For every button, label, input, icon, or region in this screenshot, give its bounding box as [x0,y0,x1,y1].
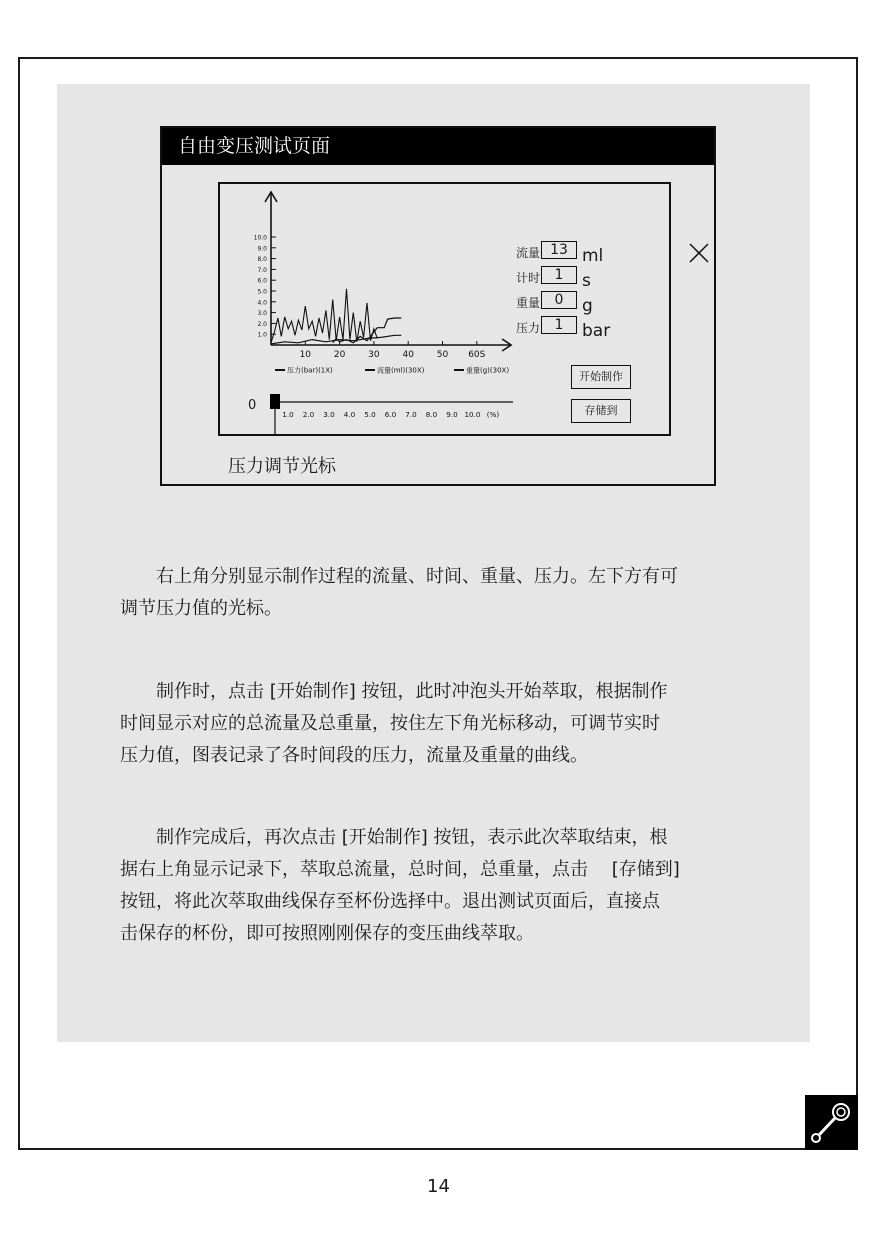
slider-zero-label: 0 [248,398,257,413]
pressure-unit: bar [582,321,611,341]
pressure-test-dialog [160,126,716,486]
series-line [271,289,377,343]
legend-label: 流量(ml)(30X) [377,366,425,375]
slider-tick-label: 6.0 [384,410,397,419]
weight-unit: g [582,296,593,316]
start-button[interactable]: 开始制作 [571,365,631,389]
flow-value: 13 [541,241,577,259]
slider-handle [270,394,280,409]
y-tick-label: 10.0 [253,234,267,242]
page-number: 14 [427,1176,450,1197]
slider-tick-label: 2.0 [302,410,315,419]
x-tick-label: 10 [299,350,312,360]
slider-tick-label: 10.0 [464,410,481,419]
y-tick-label: 6.0 [257,277,267,285]
time-label: 计时 [516,271,541,285]
time-unit: s [582,271,591,291]
cursor-caption: 压力调节光标 [228,456,336,477]
coffee-tamper-icon [805,1095,858,1150]
save-button[interactable]: 存储到 [571,399,631,423]
slider-tick-label: 8.0 [425,410,438,419]
pressure-label: 压力 [516,321,541,335]
paragraph-1: 右上角分别显示制作过程的流量、时间、重量、压力。左下方有可 调节压力值的光标。 [120,566,678,619]
paragraph-2: 制作时，点击 [开始制作] 按钮，此时冲泡头开始萃取，根据制作 时间显示对应的总流量及总重量，按住左下角光标移动，可调节实时 压力值，图表记录了各时间段的压力，流量及重量的曲线。 [120,681,668,766]
flow-label: 流量 [516,246,541,260]
legend-label: 压力(bar)(1X) [287,366,333,375]
legend-label: 重量(g)(30X) [466,366,510,375]
time-value: 1 [541,266,577,284]
pressure-value: 1 [541,316,577,334]
slider-tick-label: 7.0 [405,410,417,419]
slider-tick-label: 1.0 [282,410,294,419]
y-tick-label: 2.0 [257,320,267,328]
y-tick-label: 3.0 [257,310,267,318]
y-tick-label: 4.0 [257,299,267,307]
close-icon[interactable] [688,242,710,264]
slider-tick-label: 9.0 [446,410,458,419]
x-tick-label: 30 [368,350,380,360]
x-tick-label: 20 [333,350,346,360]
x-tick-label: 40 [402,350,414,360]
slider-tick-label: 5.0 [364,410,376,419]
weight-value: 0 [541,291,577,309]
x-tick-label: 60S [468,350,486,360]
flow-unit: ml [582,246,604,266]
y-tick-label: 1.0 [257,331,267,339]
y-tick-label: 8.0 [257,256,267,264]
dialog-title: 自由变压测试页面 [162,128,714,165]
weight-label: 重量 [516,296,541,310]
y-tick-label: 5.0 [257,288,267,296]
slider-tick-label: 4.0 [343,410,356,419]
chart-panel [218,182,671,436]
y-tick-label: 7.0 [257,266,267,274]
slider-tick-label: 3.0 [323,410,335,419]
pressure-chart [218,182,671,436]
y-tick-label: 9.0 [257,245,267,253]
slider-tick-label: (%) [486,410,500,419]
paragraph-3: 制作完成后，再次点击 [开始制作] 按钮，表示此次萃取结束，根 据右上角显示记录下，萃取总流量，总时间，总重量，点击 [存储到] 按钮，将此次萃取曲线保存至杯份选择中。退出测试页面后，直接点 击保存的杯份，即可按照刚刚保存的变压曲线萃取。 [120,827,680,944]
x-tick-label: 50 [436,350,449,360]
